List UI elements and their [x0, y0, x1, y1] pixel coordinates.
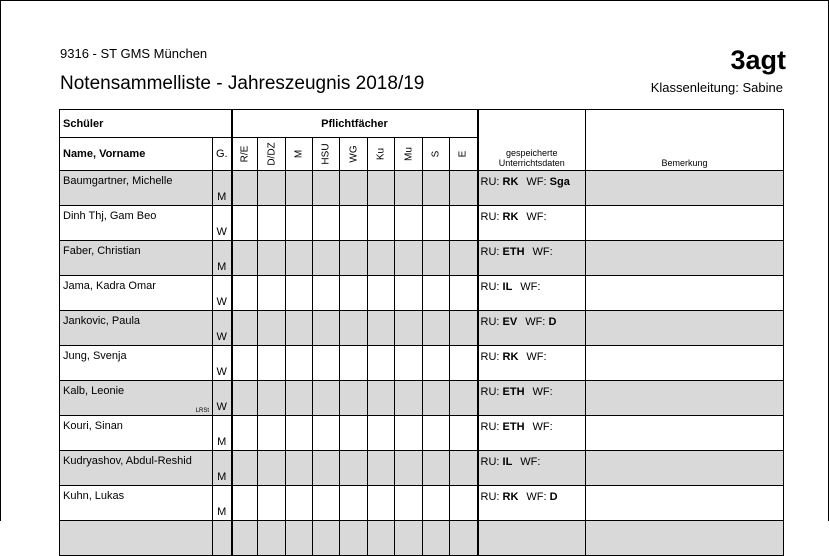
stored-data-cell: RU: ETH WF:: [478, 381, 586, 416]
subject-header: [368, 138, 395, 171]
student-name: Jankovic, Paula: [60, 311, 213, 346]
student-gender: M: [213, 171, 232, 206]
remark-cell[interactable]: [586, 486, 784, 521]
student-name: Kouri, Sinan: [60, 416, 213, 451]
grade-cell[interactable]: [286, 206, 313, 241]
grade-cell[interactable]: [423, 346, 450, 381]
student-gender: W: [213, 276, 232, 311]
grade-cell[interactable]: [450, 381, 478, 416]
grade-cell[interactable]: [423, 381, 450, 416]
grade-cell[interactable]: [423, 451, 450, 486]
grade-cell[interactable]: [286, 521, 313, 556]
grade-cell[interactable]: [258, 416, 286, 451]
stored-data-cell: RU: ETH WF:: [478, 241, 586, 276]
grade-cell[interactable]: [368, 346, 395, 381]
subject-label: S: [430, 150, 442, 158]
subject-label: M: [293, 149, 305, 159]
grade-cell[interactable]: [313, 346, 340, 381]
grade-cell[interactable]: [340, 381, 368, 416]
student-name: Kuhn, Lukas: [60, 486, 213, 521]
subject-header: [313, 138, 340, 171]
grade-cell[interactable]: [423, 171, 450, 206]
grade-cell[interactable]: [450, 451, 478, 486]
grade-cell[interactable]: [286, 451, 313, 486]
group-header-schueler: Schüler: [60, 110, 232, 138]
grade-cell[interactable]: [232, 346, 258, 381]
grade-cell[interactable]: [395, 206, 423, 241]
student-name: [60, 521, 213, 556]
grade-cell[interactable]: [423, 311, 450, 346]
grade-cell[interactable]: [232, 171, 258, 206]
remark-cell[interactable]: [586, 276, 784, 311]
grade-cell[interactable]: [232, 521, 258, 556]
grade-cell[interactable]: [340, 276, 368, 311]
grade-cell[interactable]: [450, 486, 478, 521]
remark-cell[interactable]: [586, 241, 784, 276]
grade-cell[interactable]: [340, 416, 368, 451]
student-name: Baumgartner, Michelle: [60, 171, 213, 206]
student-gender: M: [213, 416, 232, 451]
remark-cell[interactable]: [586, 416, 784, 451]
gender-column-header: G.: [213, 138, 232, 171]
grade-cell[interactable]: [313, 381, 340, 416]
group-header-pflichtfaecher: Pflichtfächer: [232, 110, 478, 138]
student-gender: M: [213, 451, 232, 486]
grade-cell[interactable]: [450, 521, 478, 556]
grade-cell[interactable]: [395, 276, 423, 311]
grade-cell[interactable]: [258, 171, 286, 206]
grade-cell[interactable]: [340, 311, 368, 346]
grade-cell[interactable]: [232, 241, 258, 276]
grade-cell[interactable]: [313, 311, 340, 346]
student-gender: M: [213, 241, 232, 276]
table-row: [60, 171, 784, 206]
stored-data-cell: RU: RK WF: Sga: [478, 171, 586, 206]
grade-cell[interactable]: [313, 416, 340, 451]
grade-cell[interactable]: [450, 241, 478, 276]
table-row: [60, 416, 784, 451]
grade-cell[interactable]: [258, 276, 286, 311]
remark-cell[interactable]: [586, 451, 784, 486]
grade-cell[interactable]: [368, 276, 395, 311]
grade-cell[interactable]: [313, 241, 340, 276]
table-row: [60, 451, 784, 486]
grade-cell[interactable]: [232, 381, 258, 416]
student-gender: W: [213, 311, 232, 346]
grade-cell[interactable]: [450, 276, 478, 311]
grade-cell[interactable]: [258, 311, 286, 346]
subject-label: WG: [348, 145, 359, 163]
grade-cell[interactable]: [368, 311, 395, 346]
class-name: 3agt: [730, 45, 786, 75]
grade-cell[interactable]: [423, 521, 450, 556]
grade-cell[interactable]: [395, 486, 423, 521]
remark-cell[interactable]: [586, 206, 784, 241]
grade-cell[interactable]: [313, 276, 340, 311]
table-row: [60, 381, 784, 416]
grade-cell[interactable]: [258, 486, 286, 521]
subject-label: E: [457, 150, 469, 158]
grade-cell[interactable]: [286, 171, 313, 206]
grade-cell[interactable]: [450, 171, 478, 206]
subject-header: [340, 138, 368, 171]
table-row: [60, 486, 784, 521]
grade-cell[interactable]: [340, 171, 368, 206]
grade-cell[interactable]: [232, 486, 258, 521]
table-row: [60, 311, 784, 346]
stored-data-cell: RU: RK WF:: [478, 206, 586, 241]
grade-cell[interactable]: [395, 171, 423, 206]
student-gender: M: [213, 486, 232, 521]
grade-cell[interactable]: [313, 171, 340, 206]
stored-data-cell: RU: RK WF:: [478, 346, 586, 381]
class-teacher: Klassenleitung: Sabine: [650, 80, 783, 95]
grade-cell[interactable]: [395, 381, 423, 416]
subject-label: D/DZ: [266, 142, 277, 166]
grade-cell[interactable]: [395, 311, 423, 346]
grade-cell[interactable]: [258, 346, 286, 381]
stored-data-cell: RU: RK WF: D: [478, 486, 586, 521]
grade-cell[interactable]: [368, 171, 395, 206]
grade-cell[interactable]: [395, 451, 423, 486]
grade-cell[interactable]: [450, 206, 478, 241]
grade-cell[interactable]: [340, 451, 368, 486]
grade-cell[interactable]: [450, 346, 478, 381]
grade-cell[interactable]: [423, 241, 450, 276]
grade-cell[interactable]: [313, 486, 340, 521]
stored-data-header: gespeicherte Unterrichtsdaten: [478, 110, 586, 171]
subject-header: [450, 138, 478, 171]
grade-cell[interactable]: [395, 241, 423, 276]
grade-cell[interactable]: [258, 381, 286, 416]
subject-header: [286, 138, 313, 171]
table-row: [60, 241, 784, 276]
table-row: [60, 521, 784, 556]
stored-data-cell: RU: EV WF: D: [478, 311, 586, 346]
grade-cell[interactable]: [368, 416, 395, 451]
student-name: Dinh Thj, Gam Beo: [60, 206, 213, 241]
subject-header: [423, 138, 450, 171]
stored-data-cell: RU: IL WF:: [478, 451, 586, 486]
grade-cell[interactable]: [258, 241, 286, 276]
student-gender: W: [213, 346, 232, 381]
remark-header: Bemerkung: [586, 110, 784, 171]
grade-cell[interactable]: [368, 521, 395, 556]
grade-cell[interactable]: [286, 346, 313, 381]
student-gender: [213, 521, 232, 556]
grade-cell[interactable]: [423, 486, 450, 521]
student-name: Faber, Christian: [60, 241, 213, 276]
student-note: LRSt: [195, 408, 209, 414]
page-title: Notensammelliste - Jahreszeugnis 2018/19: [60, 73, 425, 94]
grade-cell[interactable]: [340, 241, 368, 276]
subject-header: [395, 138, 423, 171]
subject-header: [258, 138, 286, 171]
grade-cell[interactable]: [340, 206, 368, 241]
stored-data-cell: RU: ETH WF:: [478, 416, 586, 451]
student-name: Jama, Kadra Omar: [60, 276, 213, 311]
stored-data-cell: [478, 521, 586, 556]
student-name: Jung, Svenja: [60, 346, 213, 381]
grade-cell[interactable]: [368, 206, 395, 241]
grade-cell[interactable]: [395, 521, 423, 556]
table-row: [60, 206, 784, 241]
grade-cell[interactable]: [232, 416, 258, 451]
table-row: [60, 276, 784, 311]
stored-data-cell: RU: IL WF:: [478, 276, 586, 311]
subject-label: Mu: [403, 147, 414, 161]
grade-cell[interactable]: [450, 311, 478, 346]
grade-cell[interactable]: [313, 206, 340, 241]
grade-cell[interactable]: [313, 451, 340, 486]
remark-cell[interactable]: [586, 521, 784, 556]
grade-cell[interactable]: [423, 206, 450, 241]
name-column-header: Name, Vorname: [60, 138, 213, 171]
grade-cell[interactable]: [368, 486, 395, 521]
grade-cell[interactable]: [340, 346, 368, 381]
grade-cell[interactable]: [258, 451, 286, 486]
remark-cell[interactable]: [586, 381, 784, 416]
subject-label: Ku: [375, 147, 387, 161]
subject-label: HSU: [320, 143, 332, 165]
grade-cell[interactable]: [423, 416, 450, 451]
grade-cell[interactable]: [286, 311, 313, 346]
grade-cell[interactable]: [313, 521, 340, 556]
student-name: Kudryashov, Abdul-Reshid: [60, 451, 213, 486]
grade-cell[interactable]: [286, 241, 313, 276]
school-name: 9316 - ST GMS München: [60, 46, 208, 61]
grade-cell[interactable]: [258, 521, 286, 556]
remark-cell[interactable]: [586, 311, 784, 346]
grade-cell[interactable]: [286, 416, 313, 451]
student-gender: W: [213, 381, 232, 416]
grade-table: [59, 109, 784, 556]
subject-label: R/E: [239, 145, 251, 163]
grade-cell[interactable]: [286, 381, 313, 416]
grade-cell[interactable]: [450, 416, 478, 451]
grade-cell[interactable]: [340, 521, 368, 556]
subject-header: [232, 138, 258, 171]
grade-cell[interactable]: [286, 486, 313, 521]
student-name: Kalb, Leonie LRSt: [60, 381, 213, 416]
grade-cell[interactable]: [232, 276, 258, 311]
grade-cell[interactable]: [258, 206, 286, 241]
grade-cell[interactable]: [340, 486, 368, 521]
remark-cell[interactable]: [586, 346, 784, 381]
grade-cell[interactable]: [423, 276, 450, 311]
grade-cell[interactable]: [232, 206, 258, 241]
grade-cell[interactable]: [395, 346, 423, 381]
grade-cell[interactable]: [232, 311, 258, 346]
student-gender: W: [213, 206, 232, 241]
grade-cell[interactable]: [395, 416, 423, 451]
grade-cell[interactable]: [286, 276, 313, 311]
grade-cell[interactable]: [232, 451, 258, 486]
grade-cell[interactable]: [368, 241, 395, 276]
grade-cell[interactable]: [368, 451, 395, 486]
remark-cell[interactable]: [586, 171, 784, 206]
table-row: [60, 346, 784, 381]
grade-cell[interactable]: [368, 381, 395, 416]
